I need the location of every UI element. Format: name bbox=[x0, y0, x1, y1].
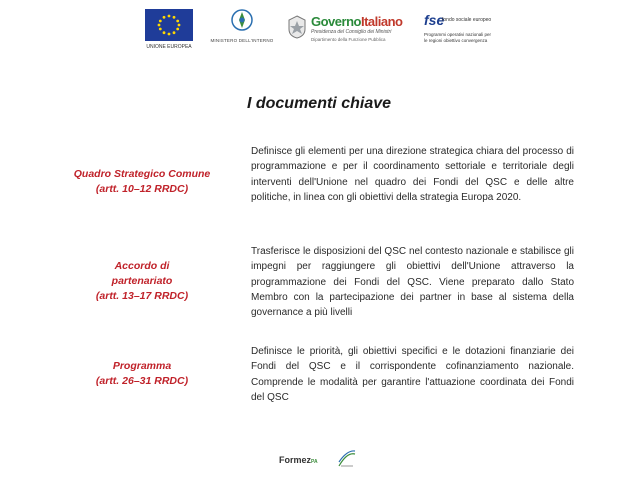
label-line: (artt. 26–31 RRDC) bbox=[95, 375, 189, 387]
label-line: (artt. 10–12 RRDC) bbox=[95, 183, 189, 195]
label-line: (artt. 13–17 RRDC) bbox=[95, 290, 189, 302]
emblem-icon bbox=[212, 6, 272, 38]
formez-logo: FormezPA bbox=[279, 455, 318, 465]
label-line: partenariato bbox=[111, 275, 173, 287]
row-description-accordo: Trasferisce le disposizioni del QSC nel contesto nazionale e stabilisce gli impegni per raggiungere gli obiettivi dell'Unione attraverso la programmazione dei Fondi del QSC. Viene preparato dallo Stato Membro con la partecipazione dei partner in base al sistema della governance a più livelli bbox=[251, 246, 574, 319]
fse-caption: Programmi operativi nazionali per le regioni obiettivo convergenza bbox=[424, 32, 492, 43]
footer-mark-logo bbox=[337, 450, 357, 468]
fse-side-text: fondo sociale europeo bbox=[442, 17, 492, 23]
fse-mark: fse bbox=[424, 12, 445, 28]
republic-emblem-icon bbox=[287, 15, 307, 39]
row-label-programma bbox=[57, 359, 227, 389]
eu-flag-logo bbox=[145, 9, 193, 41]
gov-subtitle-2: Dipartimento della Funzione Pubblica bbox=[311, 37, 386, 42]
ministry-logo bbox=[212, 6, 272, 58]
row-label-accordo bbox=[57, 259, 227, 304]
header-logo-strip bbox=[0, 0, 638, 72]
ministry-caption: MINISTERO DELL'INTERNO bbox=[210, 38, 274, 43]
governo-italiano-logo bbox=[287, 12, 403, 46]
label-line: Accordo di bbox=[114, 260, 170, 272]
gov-title: GovernoItaliano bbox=[311, 14, 403, 29]
page-title: I documenti chiave bbox=[246, 95, 392, 112]
row-label-qsc bbox=[57, 167, 227, 197]
fse-logo bbox=[424, 12, 492, 54]
row-description-programma: Definisce le priorità, gli obiettivi specifici e le dotazioni finanziarie dei Fondi del QSC e il corrispondente cofinanziamento nazionale. Comprende le modalità per garantire l'attuazione coordinata dei Fondi del QSC bbox=[251, 346, 574, 403]
gov-subtitle: Presidenza del Consiglio dei Ministri bbox=[311, 29, 392, 35]
eu-stars-icon bbox=[145, 9, 193, 41]
label-line: Quadro Strategico Comune bbox=[73, 168, 211, 180]
stripes-icon bbox=[337, 450, 357, 468]
eu-caption: UNIONE EUROPEA bbox=[146, 44, 192, 50]
label-line: Programma bbox=[112, 360, 172, 372]
row-description-qsc: Definisce gli elementi per una direzione strategica chiara del processo di programmazione e per il coordinamento settoriale e territoriale degli interventi dell'Unione nel quadro dei Fondi del QSC e delle altre politiche, in linea con gli obiettivi della strategia Europa 2020. bbox=[251, 146, 574, 203]
